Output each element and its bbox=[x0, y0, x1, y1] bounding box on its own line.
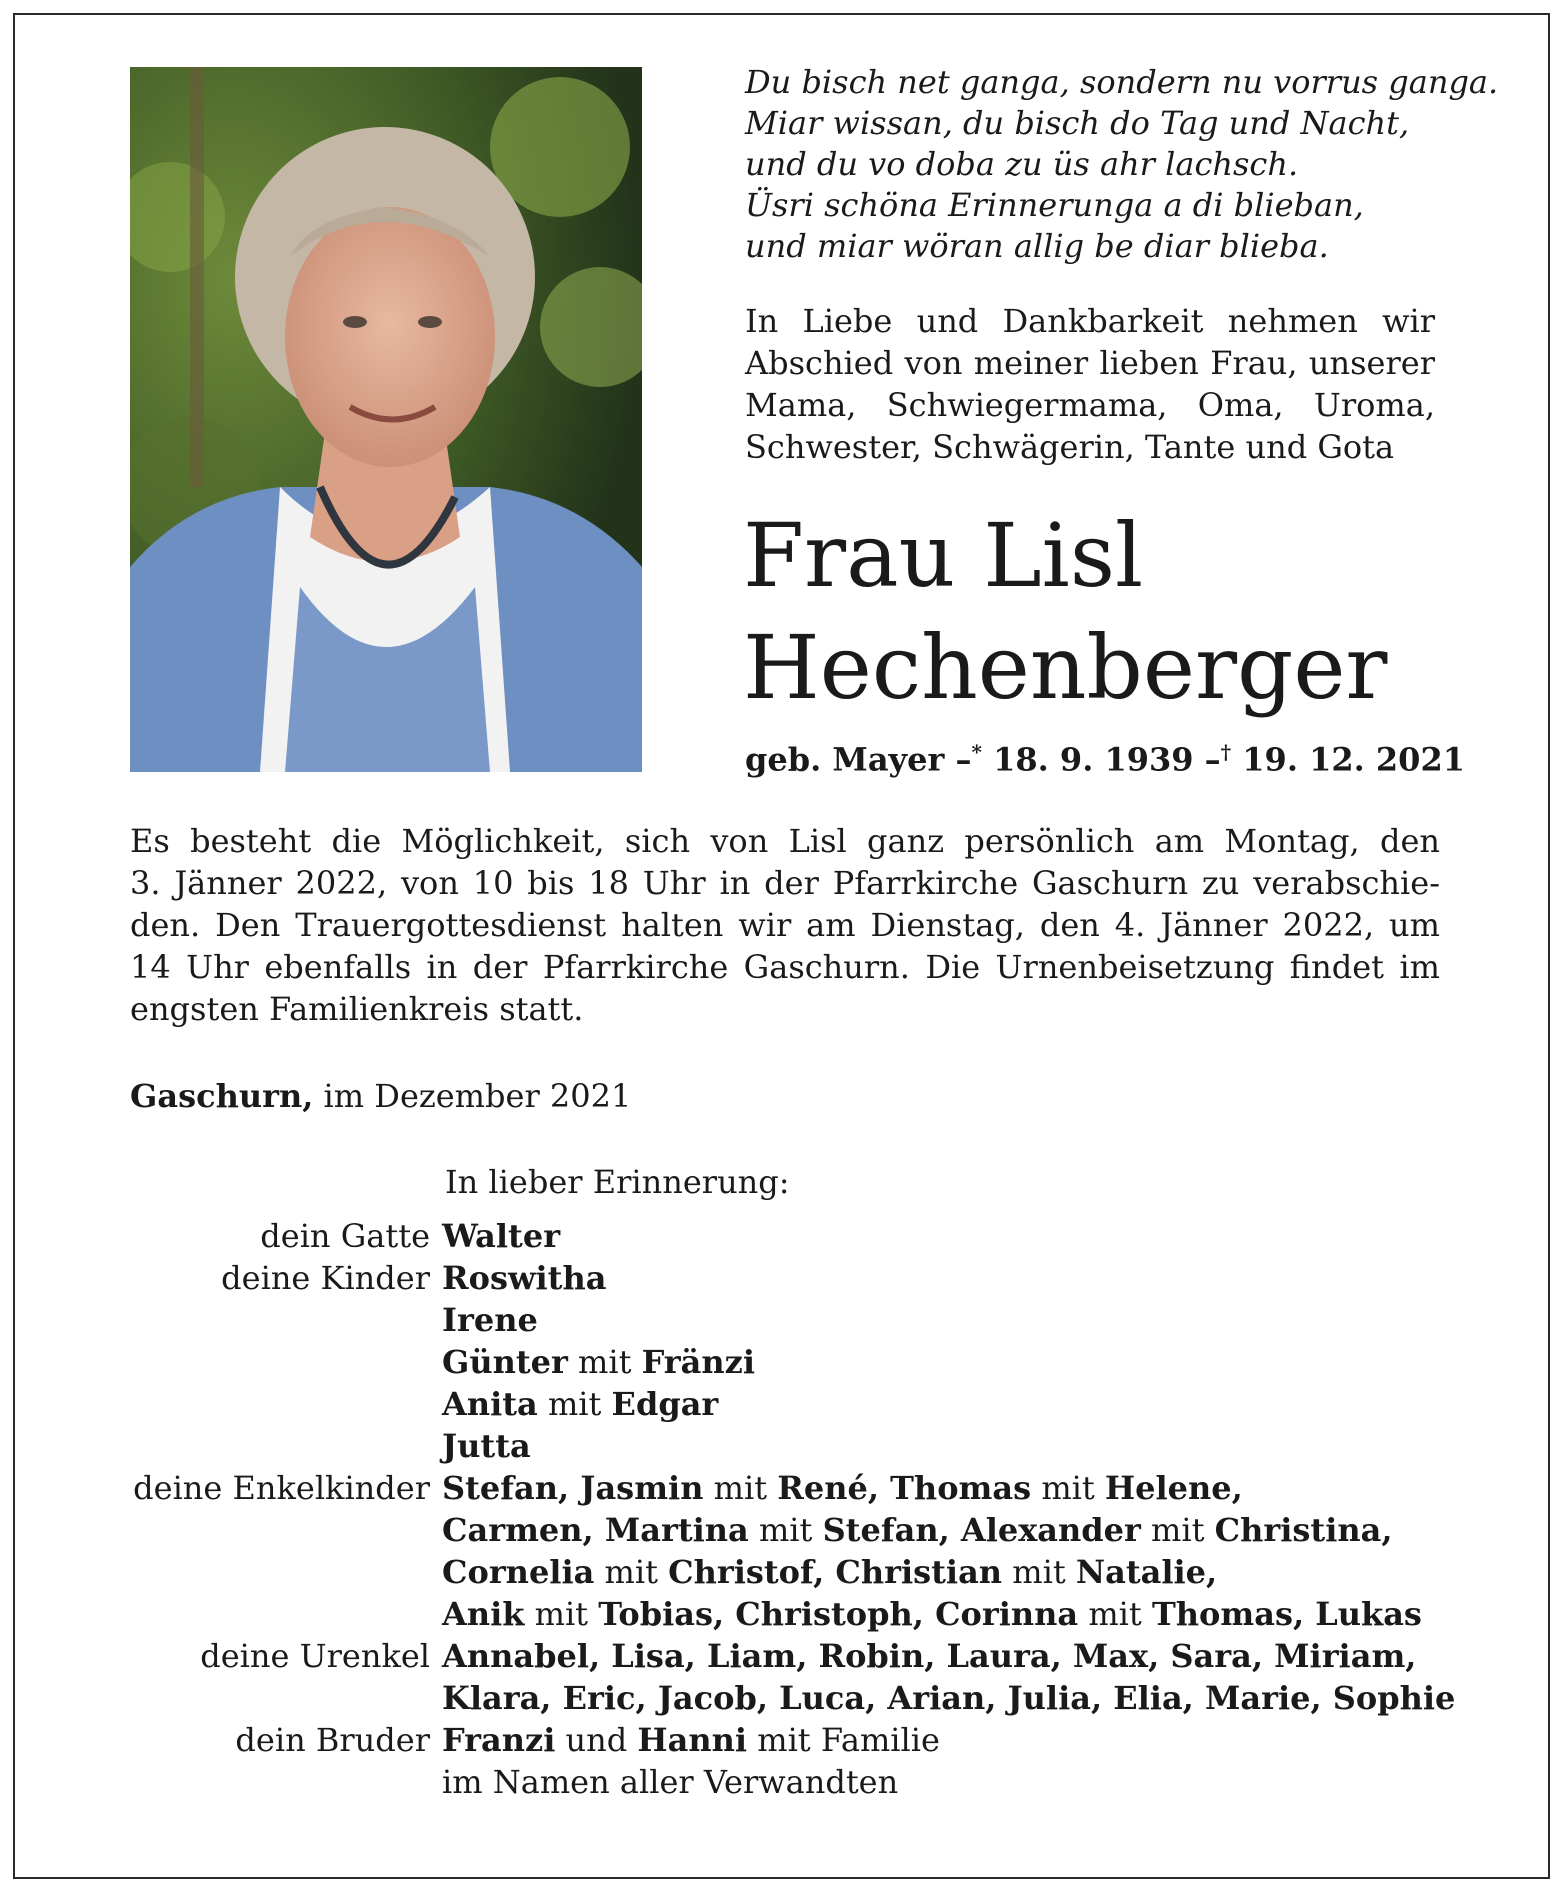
family-names bbox=[442, 1257, 606, 1299]
family-member-name: Franzi bbox=[442, 1721, 556, 1759]
family-row bbox=[130, 1719, 1470, 1761]
family-member-name: Anita bbox=[442, 1385, 538, 1423]
place-month: im Dezember 2021 bbox=[323, 1077, 632, 1115]
family-member-name: Christof, Christian bbox=[668, 1553, 1003, 1591]
family-names bbox=[442, 1383, 718, 1425]
family-names bbox=[442, 1719, 940, 1761]
poem-line: Du bisch net ganga, sondern nu vorrus ganga. bbox=[745, 63, 1499, 101]
family-row bbox=[130, 1383, 1470, 1425]
family-row bbox=[130, 1215, 1470, 1257]
family-member-name: Hanni bbox=[637, 1721, 748, 1759]
intro-line: Mama, Schwiegermama, Oma, Uroma, bbox=[745, 386, 1435, 424]
memory-intro: In lieber Erinnerung: bbox=[445, 1163, 790, 1201]
portrait-image bbox=[130, 67, 642, 772]
family-names bbox=[442, 1425, 531, 1467]
family-connector: mit bbox=[567, 1343, 642, 1381]
family-connector: mit bbox=[748, 1511, 823, 1549]
family-connector: im Namen aller Verwandten bbox=[442, 1763, 899, 1801]
family-member-name: Thomas, Lukas bbox=[1151, 1595, 1422, 1633]
family-member-name: Helene, bbox=[1104, 1469, 1243, 1507]
family-role bbox=[130, 1425, 442, 1467]
family-names bbox=[442, 1593, 1422, 1635]
family-role bbox=[130, 1509, 442, 1551]
death-date: 19. 12. 2021 bbox=[1242, 740, 1465, 779]
family-names bbox=[442, 1467, 1243, 1509]
family-row bbox=[130, 1677, 1470, 1719]
family-connector: mit bbox=[1031, 1469, 1105, 1507]
family-member-name: Stefan, Jasmin bbox=[442, 1469, 704, 1507]
family-connector: mit Familie bbox=[747, 1721, 940, 1759]
family-member-name: Tobias, Christoph, Corinna bbox=[598, 1595, 1079, 1633]
intro-line: In Liebe und Dankbarkeit nehmen wir bbox=[745, 302, 1435, 340]
family-role bbox=[130, 1299, 442, 1341]
family-member-name: Christina, bbox=[1214, 1511, 1393, 1549]
body-line: Es besteht die Möglichkeit, sich von Lisl ganz persönlich am Montag, den bbox=[130, 822, 1440, 860]
place-city: Gaschurn, bbox=[130, 1077, 314, 1115]
birth-name: geb. Mayer – bbox=[745, 740, 972, 779]
family-list bbox=[130, 1215, 1470, 1803]
family-row bbox=[130, 1467, 1470, 1509]
family-role: deine Enkelkinder bbox=[133, 1469, 430, 1507]
family-names bbox=[442, 1509, 1393, 1551]
name-line: Frau Lisl bbox=[743, 504, 1144, 607]
family-names bbox=[442, 1551, 1217, 1593]
family-names bbox=[442, 1341, 755, 1383]
family-connector: mit bbox=[594, 1553, 669, 1591]
birth-symbol: * bbox=[971, 740, 982, 764]
poem bbox=[745, 62, 1499, 267]
family-connector: mit bbox=[1140, 1511, 1215, 1549]
service-details bbox=[130, 820, 1440, 1030]
name-line: Hechenberger bbox=[743, 616, 1388, 719]
body-line: den. Den Trauergottesdienst halten wir am Dienstag, den 4. Jänner 2022, um bbox=[130, 906, 1440, 944]
family-member-name: Carmen, Martina bbox=[442, 1511, 749, 1549]
family-connector: mit bbox=[537, 1385, 612, 1423]
family-names bbox=[442, 1761, 898, 1803]
family-member-name: Klara, Eric, Jacob, Luca, Arian, Julia, Elia, Marie, Sophie bbox=[442, 1679, 1456, 1717]
family-row bbox=[130, 1299, 1470, 1341]
family-row bbox=[130, 1257, 1470, 1299]
poem-line: und miar wöran allig be diar blieba. bbox=[745, 227, 1329, 265]
family-connector: mit bbox=[1002, 1553, 1076, 1591]
family-role bbox=[130, 1761, 442, 1803]
family-member-name: Annabel, Lisa, Liam, Robin, Laura, Max, Sara, Miriam, bbox=[442, 1637, 1417, 1675]
family-role: deine Urenkel bbox=[200, 1637, 430, 1675]
family-connector: mit bbox=[524, 1595, 599, 1633]
birth-date: 18. 9. 1939 – bbox=[993, 740, 1221, 779]
family-role bbox=[130, 1593, 442, 1635]
family-member-name: Stefan, Alexander bbox=[822, 1511, 1141, 1549]
poem-line: und du vo doba zu üs ahr lachsch. bbox=[745, 145, 1299, 183]
family-names bbox=[442, 1215, 560, 1257]
family-role: dein Bruder bbox=[235, 1721, 430, 1759]
body-line: engsten Familienkreis statt. bbox=[130, 990, 584, 1028]
family-names bbox=[442, 1299, 538, 1341]
family-row bbox=[130, 1425, 1470, 1467]
life-dates bbox=[745, 740, 1465, 779]
family-connector: mit bbox=[1078, 1595, 1152, 1633]
family-member-name: René, Thomas bbox=[777, 1469, 1032, 1507]
family-row bbox=[130, 1761, 1470, 1803]
family-member-name: Fränzi bbox=[641, 1343, 755, 1381]
family-member-name: Jutta bbox=[442, 1427, 531, 1465]
family-connector: mit bbox=[703, 1469, 778, 1507]
family-row bbox=[130, 1593, 1470, 1635]
family-member-name: Edgar bbox=[611, 1385, 719, 1423]
poem-line: Üsri schöna Erinnerunga a di blieban, bbox=[745, 186, 1364, 224]
body-line: 3. Jänner 2022, von 10 bis 18 Uhr in der Pfarrkirche Gaschurn zu verabschie- bbox=[130, 864, 1440, 902]
family-role bbox=[130, 1677, 442, 1719]
intro-line: Schwester, Schwägerin, Tante und Gota bbox=[745, 428, 1395, 466]
family-role: deine Kinder bbox=[221, 1259, 430, 1297]
family-role bbox=[130, 1551, 442, 1593]
family-role bbox=[130, 1341, 442, 1383]
family-connector: und bbox=[555, 1721, 638, 1759]
family-member-name: Natalie, bbox=[1075, 1553, 1218, 1591]
family-member-name: Roswitha bbox=[442, 1259, 607, 1297]
deceased-name bbox=[743, 500, 1388, 724]
poem-line: Miar wissan, du bisch do Tag und Nacht, bbox=[745, 104, 1410, 142]
death-symbol: † bbox=[1220, 740, 1232, 764]
family-names bbox=[442, 1677, 1455, 1719]
family-member-name: Irene bbox=[442, 1301, 538, 1339]
family-row bbox=[130, 1551, 1470, 1593]
family-role bbox=[130, 1383, 442, 1425]
portrait-photo bbox=[130, 67, 642, 772]
family-names bbox=[442, 1635, 1416, 1677]
family-role: dein Gatte bbox=[260, 1217, 430, 1255]
family-row bbox=[130, 1509, 1470, 1551]
place-date bbox=[130, 1077, 631, 1115]
body-line: 14 Uhr ebenfalls in der Pfarrkirche Gaschurn. Die Urnenbeisetzung findet im bbox=[130, 948, 1440, 986]
family-row bbox=[130, 1635, 1470, 1677]
family-member-name: Cornelia bbox=[442, 1553, 595, 1591]
intro-line: Abschied von meiner lieben Frau, unserer bbox=[745, 344, 1435, 382]
family-row bbox=[130, 1341, 1470, 1383]
family-member-name: Walter bbox=[442, 1217, 561, 1255]
family-member-name: Günter bbox=[442, 1343, 568, 1381]
farewell-intro bbox=[745, 300, 1435, 468]
family-member-name: Anik bbox=[442, 1595, 525, 1633]
